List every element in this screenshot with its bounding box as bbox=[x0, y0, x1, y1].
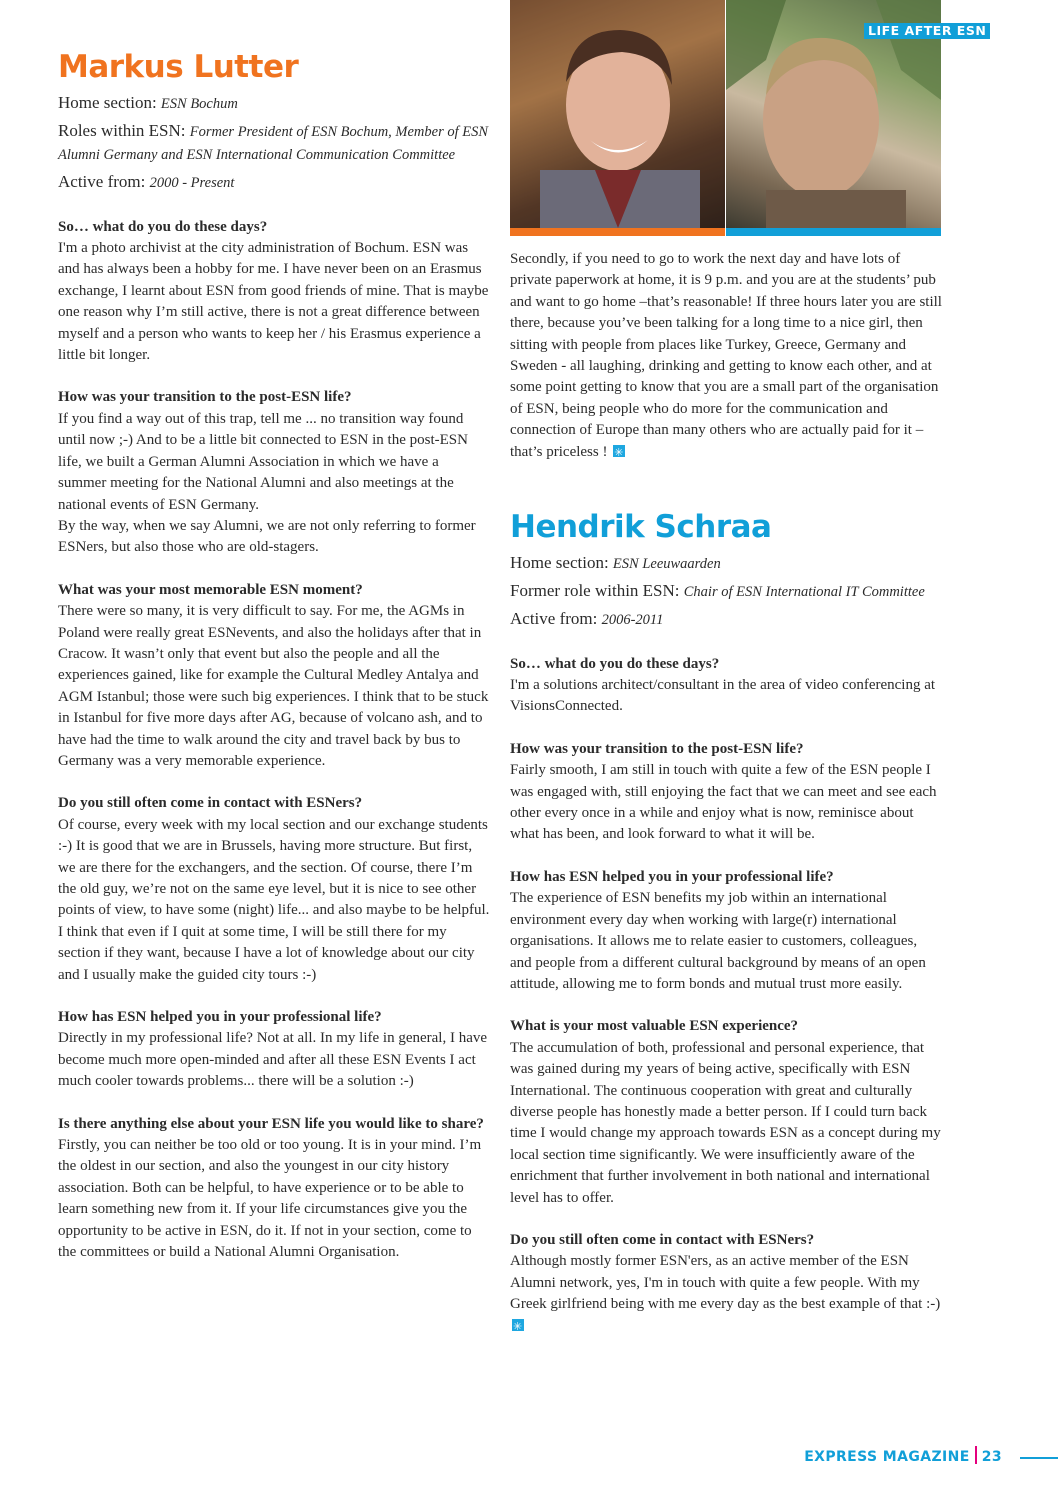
answer: Firstly, you can neither be too old or too young. It is in your mind. I’m the oldest in our section, and also the youngest in our city history association. Both can be helpful, to have experience or to be able to learn something new from it. If your life circumstances give you the opportunity to be active in ESN, do it. If not in your section, come to the committees or build a National Alumni Organisation. bbox=[58, 1137, 482, 1261]
end-mark-icon bbox=[512, 1319, 524, 1331]
hendrik-qa-item bbox=[510, 1230, 942, 1337]
markus-profile bbox=[58, 50, 490, 1285]
continuation-text bbox=[510, 249, 942, 463]
portrait-markus-lutter-icon bbox=[510, 0, 725, 228]
footer-rule bbox=[1020, 1457, 1058, 1459]
home-value: ESN Leeuwaarden bbox=[612, 555, 721, 572]
markus-qa-item bbox=[58, 1007, 490, 1093]
answer: Fairly smooth, I am still in touch with quite a few of the ESN people I was engaged with, still enjoying the fact that we can meet and see each other every once in a while and enjoy what is now, reminisce about what has been, and look forward to what it will be. bbox=[510, 762, 937, 843]
answer: I'm a solutions architect/consultant in the area of video conferencing at VisionsConnected. bbox=[510, 677, 936, 715]
answer-body: Although mostly former ESN'ers, as an active member of the ESN Alumni network, yes, I'm in touch with quite a few people. With my Greek girlfriend being with me every day as the best example of that :-) bbox=[510, 1253, 941, 1313]
page-footer bbox=[804, 1446, 1002, 1468]
answer: There were so many, it is very difficult to say. For me, the AGMs in Poland were really great ESNevents, and also the holidays after that in Cracow. It wasn’t only that event but also the people and all the experiences gained, like for example the Cultural Medley Antalya and AGM Istanbul; those were such big experiences. I think that to be stuck in Istanbul for five more days after AG, because of volcano ash, and to have had the time to walk around the city and travel back by bus to Germany was a very memorable experience. bbox=[58, 603, 489, 769]
active-label: Active from: bbox=[58, 171, 146, 191]
question: How was your transition to the post-ESN life? bbox=[510, 740, 804, 757]
markus-qa-item bbox=[58, 1114, 490, 1264]
question: How has ESN helped you in your professional life? bbox=[58, 1009, 382, 1026]
answer: The accumulation of both, professional and personal experience, that was gained during my years of being active, specifically with ESN International. The continuous cooperation with great and culturally diverse people has honestly made a better person. If I could turn back time I would change my approach towards ESN as a concept during my local section time significantly. We were insufficiently aware of the enrichment that further involvement in both national and international level has to offer. bbox=[510, 1039, 941, 1206]
page-number: 23 bbox=[981, 1449, 1002, 1465]
home-value: ESN Bochum bbox=[160, 95, 238, 112]
hendrik-meta bbox=[510, 552, 942, 631]
hendrik-home bbox=[510, 552, 942, 575]
question: Do you still often come in contact with ESNers? bbox=[510, 1231, 815, 1248]
end-mark-icon bbox=[613, 445, 625, 457]
continuation-body: Secondly, if you need to go to work the next day and have lots of private paperwork at home, it is 9 p.m. and you are at the students’ pub and want to go home –that’s reasonable! If three hours later you are still there, because you’ve been talking for a long time to a nice girl, then sitting with people from places like Turkey, Greece, Germany and Sweden - all laughing, drinking and getting to know each other, and at some point getting to know that you are a small part of the organisation of ESN, being people who do more for the communication and connection of Europe than many others who are actually paid for it – that’s priceless ! bbox=[510, 251, 942, 460]
answer bbox=[510, 1251, 942, 1337]
home-label: Home section: bbox=[58, 92, 157, 112]
roles-label: Roles within ESN: bbox=[58, 120, 186, 140]
hendrik-name: Hendrik Schraa bbox=[510, 509, 772, 545]
roles-label: Former role within ESN: bbox=[510, 580, 680, 600]
markus-meta bbox=[58, 92, 490, 194]
footer-divider bbox=[975, 1446, 977, 1464]
hendrik-active bbox=[510, 608, 942, 631]
answer: The experience of ESN benefits my job within an international environment every day when working with large(r) international organisations. It allows me to relate easier to customers, colleagues, and people from a different cultural background by means of an open attitude, allowing me to form bonds and mutual trust more easily. bbox=[510, 890, 926, 992]
roles-value: Former President of ESN Bochum, Member of ESN Alumni Germany and ESN International Communication Committee bbox=[58, 123, 489, 163]
markus-qa-item bbox=[58, 387, 490, 558]
markus-qa-item bbox=[58, 580, 490, 773]
markus-name: Markus Lutter bbox=[58, 49, 299, 85]
markus-qa-item bbox=[58, 217, 490, 367]
magazine-title: EXPRESS MAGAZINE bbox=[804, 1449, 970, 1465]
hendrik-qa-item bbox=[510, 739, 942, 846]
section-tag: LIFE AFTER ESN bbox=[864, 23, 990, 39]
hendrik-qa-item bbox=[510, 654, 942, 718]
answer: If you find a way out of this trap, tell me ... no transition way found until now ;-) And to be a little bit connected to ESN in the post-ESN life, we built a German Alumni Association in which we have a summer meeting for the National Alumni and also meetings at the national events of ESN Germany. bbox=[58, 410, 468, 513]
question: Do you still often come in contact with ESNers? bbox=[58, 795, 363, 812]
question: How has ESN helped you in your professional life? bbox=[510, 868, 834, 885]
question: How was your transition to the post-ESN life? bbox=[58, 389, 352, 406]
blue-accent-bar bbox=[726, 228, 941, 236]
question: So… what do you do these days? bbox=[510, 655, 720, 672]
active-value: 2006-2011 bbox=[601, 611, 664, 628]
roles-value: Chair of ESN International IT Committee bbox=[683, 583, 925, 600]
question: What is your most valuable ESN experience? bbox=[510, 1018, 799, 1035]
question: What was your most memorable ESN moment? bbox=[58, 581, 363, 598]
markus-qa-item bbox=[58, 793, 490, 986]
active-value: 2000 - Present bbox=[149, 174, 235, 191]
hendrik-qa-item bbox=[510, 867, 942, 995]
answer: Of course, every week with my local section and our exchange students :-) It is good that we are in Brussels, having more structure. But first, we are there for the exchangers, and the section. Of course, there I’m the old guy, we’re not on the same eye level, but it is nice to see other points of view, to have some (night) life... and also maybe to be helpful. I think that even if I quit at some time, I will be still there for my section if they want, because I have a lot of knowledge about our city and I usually make the guided city tours :-) bbox=[58, 816, 490, 983]
question: So… what do you do these days? bbox=[58, 218, 268, 235]
answer: Directly in my professional life? Not at all. In my life in general, I have become much more open-minded and after all these ESN Events I act much cooler towards problems... there will be a solution :-) bbox=[58, 1030, 488, 1090]
markus-active bbox=[58, 171, 490, 194]
hendrik-qa-item bbox=[510, 1016, 942, 1209]
markus-roles bbox=[58, 120, 490, 166]
active-label: Active from: bbox=[510, 608, 598, 628]
markus-continuation bbox=[510, 249, 942, 463]
answer: By the way, when we say Alumni, we are not only referring to former ESNers, but also those who are old-stagers. bbox=[58, 517, 476, 556]
hendrik-roles bbox=[510, 580, 942, 603]
home-label: Home section: bbox=[510, 552, 609, 572]
hendrik-profile bbox=[510, 510, 942, 1358]
markus-home bbox=[58, 92, 490, 115]
orange-accent-bar bbox=[510, 228, 725, 236]
answer: I'm a photo archivist at the city administration of Bochum. ESN was and has always been a hobby for me. I have never been on an Erasmus exchange, I learnt about ESN from good friends of mine. That is maybe one reason why I’m still active, there is not a great difference between myself and a person who wants to keep her / his Erasmus experience a little bit longer. bbox=[58, 240, 489, 364]
question: Is there anything else about your ESN life you would like to share? bbox=[58, 1115, 484, 1132]
